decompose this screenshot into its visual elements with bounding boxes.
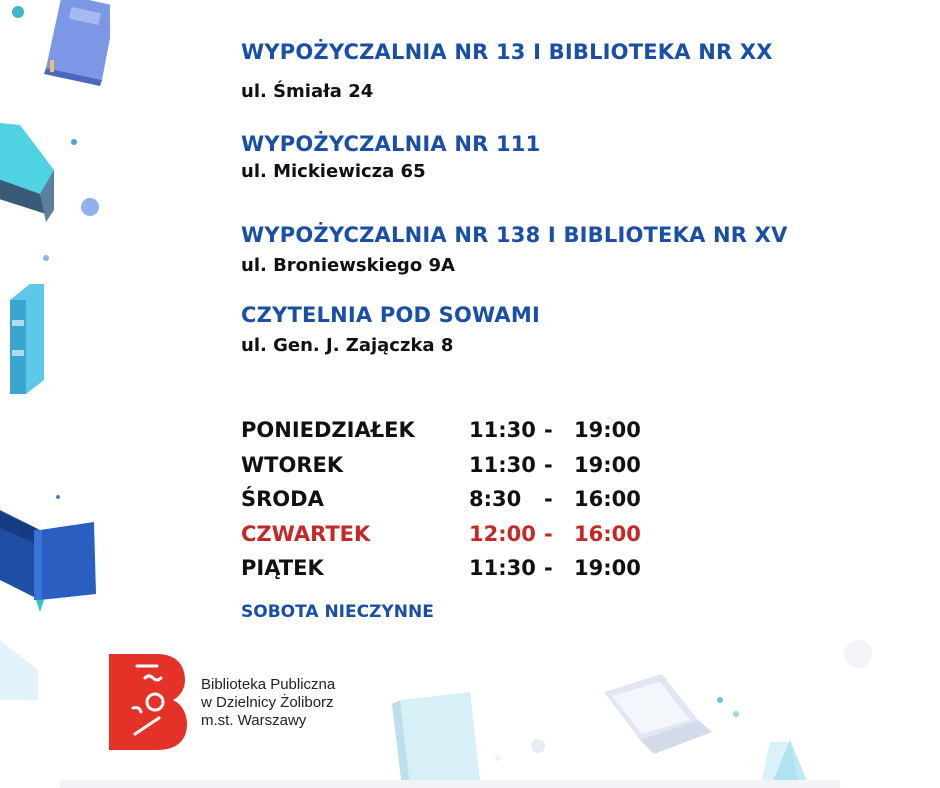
library-address-3: ul. Broniewskiego 9A [241, 255, 455, 276]
opening-hours-table [241, 418, 661, 591]
library-logo [107, 652, 187, 752]
hours-row-friday [241, 556, 661, 591]
deco-dot [12, 6, 24, 18]
library-address-4: ul. Gen. J. Zajączka 8 [241, 335, 454, 356]
open-book-icon [0, 510, 96, 612]
day-label: WTOREK [241, 452, 344, 477]
close-time: 19:00 [574, 556, 641, 580]
decorative-book-icons-left [0, 0, 110, 640]
close-time: 19:00 [574, 452, 641, 477]
hours-row-tuesday [241, 453, 661, 488]
day-label: PIĄTEK [241, 556, 324, 580]
time-separator: - [544, 452, 553, 477]
time-separator: - [544, 521, 553, 546]
laptop-icon [604, 674, 712, 754]
library-name-2: WYPOŻYCZALNIA NR 111 [241, 132, 541, 156]
close-time: 16:00 [574, 521, 641, 546]
open-time: 8:30 [469, 487, 522, 511]
open-time: 12:00 [469, 521, 536, 546]
hours-row-monday [241, 418, 661, 453]
time-separator: - [544, 487, 553, 511]
library-name-3: WYPOŻYCZALNIA NR 138 I BIBLIOTEKA NR XV [241, 223, 788, 247]
hours-row-wednesday [241, 487, 661, 522]
org-name-line: w Dzielnicy Żoliborz [201, 694, 334, 711]
hours-row-thursday [241, 522, 661, 557]
open-time: 11:30 [469, 418, 536, 442]
day-label: PONIEDZIAŁEK [241, 418, 415, 442]
library-name-1: WYPOŻYCZALNIA NR 13 I BIBLIOTEKA NR XX [241, 40, 773, 64]
day-label: ŚRODA [241, 487, 324, 511]
book-icon [392, 692, 480, 788]
library-name-4: CZYTELNIA POD SOWAMI [241, 303, 540, 327]
saturday-closed-note: SOBOTA NIECZYNNE [241, 602, 434, 622]
close-time: 19:00 [574, 418, 641, 442]
close-time: 16:00 [574, 487, 641, 511]
time-separator: - [544, 418, 553, 442]
org-name-line: Biblioteka Publiczna [201, 676, 336, 693]
book-icon [10, 284, 44, 394]
open-time: 11:30 [469, 556, 536, 580]
time-separator: - [544, 556, 553, 580]
open-time: 11:30 [469, 452, 536, 477]
book-icon [0, 122, 54, 222]
organization-name [201, 676, 335, 730]
book-icon [44, 0, 110, 86]
org-name-line: m.st. Warszawy [201, 712, 307, 729]
day-label: CZWARTEK [241, 521, 371, 546]
library-address-2: ul. Mickiewicza 65 [241, 161, 426, 182]
library-address-1: ul. Śmiała 24 [241, 81, 374, 102]
